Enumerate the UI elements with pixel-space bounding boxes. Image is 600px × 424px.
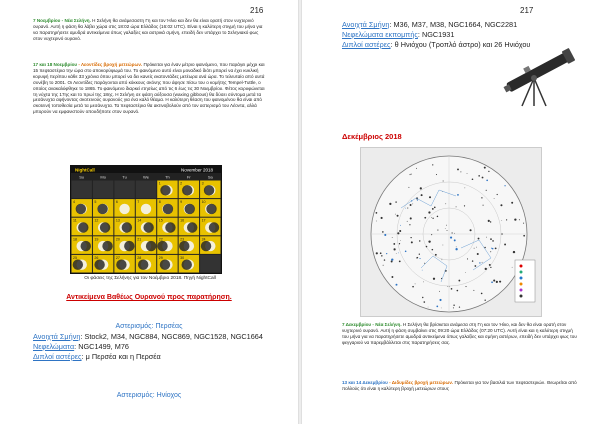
star-dot bbox=[376, 212, 378, 214]
star-dot bbox=[392, 237, 393, 238]
star-dot bbox=[386, 253, 387, 254]
star-dot bbox=[423, 301, 425, 303]
calendar-day-number: 20 bbox=[115, 237, 120, 242]
star-dot bbox=[384, 259, 385, 260]
double-stars-line: Διπλοί αστέρες: μ Περσέα και η Περσέα bbox=[33, 352, 161, 361]
open-clusters-line: Ανοιχτά Σμήνη: M36, M37, M38, NGC1664, NGC2281 bbox=[342, 20, 518, 29]
calendar-day-cell bbox=[72, 199, 92, 217]
star-dot bbox=[504, 185, 505, 186]
star-dot bbox=[428, 211, 430, 213]
star-dot bbox=[501, 233, 502, 234]
calendar-weekday-row bbox=[79, 175, 213, 180]
star-dot bbox=[393, 248, 395, 250]
calendar-day-number: 18 bbox=[73, 237, 77, 242]
page-number: 216 bbox=[250, 6, 264, 15]
star-dot bbox=[422, 297, 423, 298]
star-dot bbox=[443, 245, 444, 246]
star-dot bbox=[476, 247, 477, 248]
calendar-day-cell bbox=[114, 181, 134, 199]
star-dot bbox=[465, 286, 466, 287]
star-dot bbox=[399, 243, 400, 244]
star-dot bbox=[514, 218, 516, 220]
star-dot bbox=[456, 290, 458, 292]
nebula-value: NGC1499, M76 bbox=[78, 342, 129, 351]
calendar-day-number: 15 bbox=[158, 218, 163, 223]
star-dot bbox=[407, 221, 408, 222]
star-dot bbox=[441, 259, 442, 260]
star-dot bbox=[405, 208, 406, 209]
star-dot bbox=[483, 205, 484, 206]
star-dot bbox=[490, 221, 491, 222]
star-dot bbox=[482, 262, 483, 263]
double-stars-label: Διπλοί αστέρες bbox=[33, 352, 82, 361]
calendar-day-number: 19 bbox=[94, 237, 99, 242]
event-label: - Νέα Σελήνη. bbox=[371, 322, 402, 327]
calendar-day-number: 5 bbox=[94, 200, 97, 205]
star-dot bbox=[497, 194, 498, 195]
weekday-label: We bbox=[143, 174, 149, 180]
star-dot bbox=[428, 240, 430, 242]
star-dot bbox=[410, 174, 411, 175]
calendar-day-cell bbox=[114, 199, 134, 217]
star-dot bbox=[397, 215, 399, 217]
star-dot bbox=[451, 288, 453, 290]
geminids-paragraph bbox=[342, 380, 577, 392]
star-dot bbox=[398, 253, 399, 254]
star-dot bbox=[492, 240, 494, 242]
nebula-label: Νεφελώματα εκπομπής bbox=[342, 30, 418, 39]
star-dot bbox=[416, 168, 417, 169]
star-dot bbox=[482, 177, 484, 179]
calendar-day-cell bbox=[72, 218, 92, 236]
star-dot bbox=[380, 252, 382, 254]
leonids-paragraph bbox=[33, 62, 265, 115]
star-dot bbox=[456, 246, 457, 247]
calendar-day-number: 25 bbox=[73, 255, 77, 260]
calendar-day-cell bbox=[136, 181, 156, 199]
star-dot bbox=[474, 248, 475, 249]
date-label: 7 Νοεμβρίου bbox=[33, 18, 61, 23]
calendar-caption: Οι φάσεις της Σελήνης για τον Νοέμβριο 2018. Πηγή NightCall bbox=[84, 276, 216, 281]
star-dot bbox=[437, 216, 439, 218]
calendar-day-cell bbox=[179, 181, 199, 199]
star-dot bbox=[441, 308, 442, 309]
constellation-perseus: Αστερισμός: Περσέας bbox=[115, 323, 183, 330]
calendar-day-cell bbox=[93, 236, 113, 254]
star-dot bbox=[459, 307, 460, 308]
weekday-label: Mo bbox=[100, 174, 106, 180]
calendar-day-cell bbox=[114, 236, 134, 254]
star-dot bbox=[400, 225, 401, 226]
star-dot bbox=[395, 201, 396, 202]
star-dot bbox=[490, 267, 491, 268]
telescope-icon bbox=[492, 48, 592, 108]
calendar-day-cell bbox=[136, 199, 156, 217]
star-dot bbox=[454, 239, 456, 241]
star-dot bbox=[490, 238, 492, 240]
paragraph-text: Πρόκειται για τον βασιλιά των πεφταστεριών. Θεωρείται από πολλούς ότι είναι η καλύτερη βροχή μετεώρων στους bbox=[342, 380, 577, 391]
event-label: - Λεοντίδες βροχή μετεώρων. bbox=[77, 62, 143, 67]
star-dot bbox=[472, 178, 474, 180]
calendar-day-number: 10 bbox=[201, 200, 206, 205]
page-number: 217 bbox=[520, 6, 534, 15]
star-dot bbox=[422, 270, 423, 271]
calendar-day-cell bbox=[200, 181, 220, 199]
star-dot bbox=[467, 258, 468, 259]
month-title: Δεκέμβριος 2018 bbox=[342, 132, 402, 141]
calendar-day-number: 30 bbox=[180, 255, 185, 260]
star-dot bbox=[486, 237, 487, 238]
star-dot bbox=[381, 255, 382, 256]
star-dot bbox=[496, 281, 498, 283]
star-dot bbox=[432, 218, 433, 219]
calendar-day-cell bbox=[157, 236, 177, 254]
star-dot bbox=[456, 206, 457, 207]
star-dot bbox=[512, 267, 513, 268]
star-dot bbox=[421, 194, 423, 196]
star-dot bbox=[439, 299, 441, 301]
star-dot bbox=[504, 244, 506, 246]
calendar-day-cell bbox=[72, 181, 92, 199]
calendar-day-cell bbox=[200, 199, 220, 217]
calendar-month: November 2018 bbox=[181, 167, 214, 173]
star-dot bbox=[460, 171, 461, 172]
calendar-day-cell bbox=[157, 255, 177, 273]
star-dot bbox=[445, 228, 446, 229]
star-dot bbox=[428, 307, 429, 308]
star-dot bbox=[423, 282, 424, 283]
star-dot bbox=[458, 280, 460, 282]
star-dot bbox=[384, 234, 386, 236]
star-dot bbox=[477, 253, 479, 255]
star-dot bbox=[435, 254, 437, 256]
sky-chart-graphic bbox=[361, 148, 541, 316]
star-dot bbox=[519, 219, 520, 220]
calendar-day-number: 9 bbox=[180, 200, 183, 205]
calendar-day-number: 16 bbox=[180, 218, 185, 223]
calendar-day-cell bbox=[93, 218, 113, 236]
calendar-day-number: 12 bbox=[94, 218, 99, 223]
star-dot bbox=[389, 203, 391, 205]
star-dot bbox=[467, 173, 468, 174]
star-dot bbox=[431, 234, 432, 235]
star-dot bbox=[485, 268, 487, 270]
weekday-label: Fr bbox=[186, 174, 191, 180]
star-dot bbox=[488, 171, 489, 172]
star-dot bbox=[393, 243, 395, 245]
star-dot bbox=[399, 230, 401, 232]
nebula-line: Νεφελώματα εκπομπής: NGC1931 bbox=[342, 30, 455, 39]
star-dot bbox=[499, 281, 501, 283]
calendar-day-number: 27 bbox=[115, 255, 120, 260]
star-dot bbox=[412, 204, 413, 205]
nebula-line: Νεφελώματα: NGC1499, M76 bbox=[33, 342, 129, 351]
date-label: 7 Δεκεμβρίου bbox=[342, 322, 372, 327]
star-dot bbox=[411, 174, 412, 175]
star-dot bbox=[382, 231, 384, 233]
star-dot bbox=[417, 200, 418, 201]
left-page bbox=[0, 0, 298, 424]
star-dot bbox=[397, 232, 399, 234]
star-dot bbox=[432, 164, 433, 165]
calendar-day-cell bbox=[114, 255, 134, 273]
moon-phase-calendar bbox=[70, 165, 222, 274]
star-dot bbox=[391, 276, 393, 278]
star-dot bbox=[506, 219, 507, 220]
star-dot bbox=[447, 230, 448, 231]
star-dot bbox=[511, 202, 513, 204]
star-dot bbox=[453, 307, 454, 308]
open-clusters-value: M36, M37, M38, NGC1664, NGC2281 bbox=[393, 20, 518, 29]
star-dot bbox=[501, 220, 502, 221]
paragraph-text: Πρόκειται για έναν μέτριο φαινόμενο, που παράγει μέχρι και 15 πεφταστέρια την ώρα στο αποκορύφωμά του. Το φαινόμενο αυτό είναι μοναδικό διότι μπορεί να έχει κυκλική κορυφή περίπου κάθε 33 χρόνια όπου μπορεί να δει κανείς εκατοντάδες μετέωρα ανά ώρα. Το τελευταίο από αυτά συνέβη το 2001. Οι Λεοντίδες παράγονται από κόκκους σκόνης που άφησε πίσω του ο κομήτης Tempel-Tuttle, ο οποίος ανακαλύφθηκε το 1865. Το φαινόμενο διαρκεί ετησίως από τις 6 έως τις 30 Νοεμβρίου. Φέτος κορυφώνεται τη νύχτα της 17ης και το πρωί της 18ης. Η Σελήνη σε φάση αύξουσα (waxing gibbous) θα δύσει σύντομα μετά τα μεσάνυχτα αφήνοντας σκοτεινούς ουρανούς για ένα καλό θέαμα. Η καλύτερη θέαση του φαινομένου θα είναι από σκοτεινή τοποθεσία μετά τα μεσάνυχτα. Τα πεφταστέρια θα ακτινοβολούν από τον αστερισμό του Λέοντα, αλλά μπορούν να εμφανιστούν οπουδήποτε στον ουρανό. bbox=[33, 62, 265, 115]
star-dot bbox=[376, 252, 378, 254]
star-dot bbox=[491, 248, 492, 249]
star-dot bbox=[419, 258, 420, 259]
new-moon-paragraph bbox=[33, 18, 265, 42]
perseus-objects bbox=[33, 332, 265, 362]
star-dot bbox=[488, 220, 490, 222]
paragraph-text: Η Σελήνη θα βρίσκεται ανάμεσα στη Γη και τον Ήλιο, και δεν θα είναι ορατή στον νυχτερινό ουρανό. Αυτή η φάση συμβαίνει στις 09:20 ώρα Ελλάδος (07:20 UTC). Αυτή είναι και η καλύτερη στιγμή του μήνα για να παρατηρήσετε αμυδρά αντικείμενα όπως γαλαξίες και σμήνη αστέρων, επειδή δεν υπάρχει φως του φεγγαριού να παρεμβάλλεται στις παρατηρήσεις σας. bbox=[342, 322, 577, 345]
star-dot bbox=[410, 217, 412, 219]
open-clusters-label: Ανοιχτά Σμήνη bbox=[33, 332, 81, 341]
star-dot bbox=[454, 233, 455, 234]
star-dot bbox=[452, 232, 453, 233]
star-dot bbox=[426, 246, 428, 248]
star-dot bbox=[437, 229, 438, 230]
double-stars-label: Διπλοί αστέρες bbox=[342, 40, 391, 49]
star-dot bbox=[481, 293, 483, 295]
nebula-value: NGC1931 bbox=[421, 30, 455, 39]
star-dot bbox=[383, 265, 384, 266]
star-dot bbox=[489, 264, 491, 266]
star-dot bbox=[491, 281, 493, 283]
constellation-auriga: Αστερισμός: Ηνίοχος bbox=[116, 392, 182, 399]
open-clusters-value: Stock2, M34, NGC884, NGC869, NGC1528, NGC1664 bbox=[84, 332, 263, 341]
weekday-label: Th bbox=[165, 174, 170, 180]
calendar-day-number: 23 bbox=[180, 237, 185, 242]
star-dot bbox=[419, 254, 420, 255]
calendar-day-cell bbox=[93, 255, 113, 273]
star-dot bbox=[436, 305, 438, 307]
star-dot bbox=[407, 207, 408, 208]
nebula-label: Νεφελώματα bbox=[33, 342, 75, 351]
calendar-graphic bbox=[71, 166, 221, 273]
star-dot bbox=[465, 272, 466, 273]
svg-text:NightCall: NightCall bbox=[75, 167, 95, 173]
date-label: 13 και 14 Δεκεμβρίου bbox=[342, 380, 388, 385]
star-dot bbox=[446, 225, 447, 226]
star-dot bbox=[479, 262, 480, 263]
calendar-day-number: 2 bbox=[180, 181, 183, 186]
star-dot bbox=[431, 217, 432, 218]
calendar-day-number: 1 bbox=[158, 181, 161, 186]
calendar-day-number: 13 bbox=[115, 218, 120, 223]
calendar-day-number: 17 bbox=[201, 218, 206, 223]
star-dot bbox=[432, 249, 434, 251]
calendar-day-cell bbox=[72, 255, 92, 273]
calendar-day-cell bbox=[179, 218, 199, 236]
calendar-day-number: 28 bbox=[137, 255, 142, 260]
star-dot bbox=[419, 240, 420, 241]
calendar-day-number: 22 bbox=[158, 237, 163, 242]
calendar-day-cell bbox=[136, 255, 156, 273]
double-stars-value: μ Περσέα και η Περσέα bbox=[85, 352, 161, 361]
star-dot bbox=[474, 265, 476, 267]
section-title: Αντικείμενα Βαθέως Ουρανού προς παρατήρηση. bbox=[66, 294, 232, 301]
star-dot bbox=[416, 257, 418, 259]
calendar-day-number: 29 bbox=[158, 255, 163, 260]
event-label: - Διδυμίδες βροχή μετεώρων. bbox=[387, 380, 454, 385]
star-dot bbox=[490, 251, 491, 252]
star-dot bbox=[410, 204, 412, 206]
star-dot bbox=[478, 238, 480, 240]
star-dot bbox=[434, 207, 436, 209]
calendar-day-cell bbox=[93, 181, 113, 199]
star-dot bbox=[420, 187, 422, 189]
calendar-grid bbox=[72, 181, 221, 273]
weekday-label: Sa bbox=[207, 174, 213, 180]
star-dot bbox=[399, 260, 401, 262]
calendar-day-number: 8 bbox=[158, 200, 161, 205]
star-dot bbox=[484, 167, 486, 169]
star-dot bbox=[429, 196, 431, 198]
star-dot bbox=[494, 198, 495, 199]
calendar-day-number: 14 bbox=[137, 218, 142, 223]
calendar-day-cell bbox=[136, 236, 157, 254]
star-dot bbox=[464, 187, 465, 188]
weekday-label: Tu bbox=[122, 174, 127, 180]
calendar-day-number: 4 bbox=[73, 200, 75, 205]
event-label: - Νέα Σελήνη. bbox=[60, 18, 91, 23]
star-dot bbox=[453, 305, 454, 306]
calendar-day-cell bbox=[136, 218, 156, 236]
calendar-day-cell bbox=[179, 199, 199, 217]
star-dot bbox=[445, 203, 446, 204]
star-dot bbox=[500, 204, 502, 206]
star-dot bbox=[472, 260, 473, 261]
calendar-day-cell bbox=[72, 236, 92, 254]
star-dot bbox=[513, 251, 515, 253]
calendar-day-cell bbox=[200, 218, 220, 236]
star-dot bbox=[436, 174, 437, 175]
calendar-day-cell bbox=[157, 199, 177, 217]
date-label: 17 και 18 Νοεμβρίου bbox=[33, 62, 78, 67]
star-dot bbox=[478, 175, 480, 177]
calendar-day-number: 26 bbox=[94, 255, 99, 260]
star-dot bbox=[412, 286, 414, 288]
calendar-day-number: 3 bbox=[201, 181, 204, 186]
star-dot bbox=[376, 221, 377, 222]
star-dot bbox=[484, 300, 485, 301]
star-dot bbox=[405, 251, 407, 253]
double-stars-line: Διπλοί αστέρες: θ Ηνιόχου (Τροπλό άστρο) και 26 Ηνιόχου bbox=[342, 40, 531, 49]
star-dot bbox=[395, 214, 396, 215]
open-clusters-line: Ανοιχτά Σμήνη: Stock2, M34, NGC884, NGC869, NGC1528, NGC1664 bbox=[33, 332, 263, 341]
star-dot bbox=[443, 181, 444, 182]
star-dot bbox=[457, 168, 459, 170]
star-dot bbox=[470, 229, 472, 231]
star-dot bbox=[450, 237, 452, 239]
calendar-day-cell bbox=[200, 255, 220, 273]
star-dot bbox=[495, 247, 497, 249]
star-dot bbox=[424, 217, 426, 219]
star-dot bbox=[381, 217, 383, 219]
calendar-day-number: 6 bbox=[115, 200, 118, 205]
calendar-day-number: 24 bbox=[201, 237, 206, 242]
star-dot bbox=[415, 284, 416, 285]
calendar-day-cell bbox=[200, 236, 220, 254]
star-dot bbox=[432, 208, 434, 210]
star-dot bbox=[411, 241, 413, 243]
star-dot bbox=[523, 235, 525, 237]
star-dot bbox=[396, 253, 397, 254]
star-dot bbox=[400, 240, 401, 241]
new-moon-paragraph bbox=[342, 322, 577, 346]
star-dot bbox=[408, 187, 409, 188]
star-dot bbox=[457, 194, 459, 196]
star-dot bbox=[391, 261, 393, 263]
star-dot bbox=[473, 290, 474, 291]
calendar-day-cell bbox=[179, 255, 199, 273]
star-dot bbox=[396, 284, 398, 286]
open-clusters-label: Ανοιχτά Σμήνη bbox=[342, 20, 390, 29]
star-dot bbox=[486, 180, 488, 182]
star-dot bbox=[464, 205, 465, 206]
star-dot bbox=[486, 190, 487, 191]
right-page bbox=[302, 0, 600, 424]
calendar-day-cell bbox=[157, 181, 177, 199]
calendar-day-cell bbox=[179, 236, 199, 254]
calendar-day-number: 11 bbox=[73, 218, 77, 223]
star-dot bbox=[409, 224, 410, 225]
star-dot bbox=[391, 258, 393, 260]
weekday-label: Su bbox=[79, 174, 85, 180]
paragraph-text: Η Σελήνη θα ανάμεσαστη Γη και τον Ήλιο και δεν θα είναι ορατή στον νυχτερινό ουρανό. Αυτή η φάση θα λάβει χώρα στις 18:02 ώρα Ελλάδος (16:02 UTC). Είναι η καλύτερη στιγμή του μήνα για να παρατηρήσετε αμυδρά αντικείμενα όπως γαλαξίες και αστρικά σμήνη, επειδή δεν υπάρχει το Σεληνιακό φως στον νυχτερινό ουρανό. bbox=[33, 18, 263, 41]
calendar-day-cell bbox=[157, 218, 177, 236]
star-dot bbox=[410, 237, 411, 238]
star-dot bbox=[481, 197, 482, 198]
star-dot bbox=[439, 291, 440, 292]
sky-map bbox=[360, 147, 542, 317]
star-dot bbox=[433, 278, 435, 280]
star-dot bbox=[447, 286, 448, 287]
star-dot bbox=[523, 223, 524, 224]
calendar-day-cell bbox=[114, 218, 134, 236]
calendar-day-cell bbox=[93, 199, 113, 217]
double-stars-value: θ Ηνιόχου (Τροπλό άστρο) και 26 Ηνιόχου bbox=[394, 40, 531, 49]
calendar-day-number: 7 bbox=[137, 200, 140, 205]
calendar-day-number: 21 bbox=[137, 237, 142, 242]
star-dot bbox=[449, 286, 450, 287]
star-dot bbox=[493, 279, 495, 281]
auriga-objects bbox=[342, 20, 542, 50]
star-dot bbox=[455, 248, 457, 250]
